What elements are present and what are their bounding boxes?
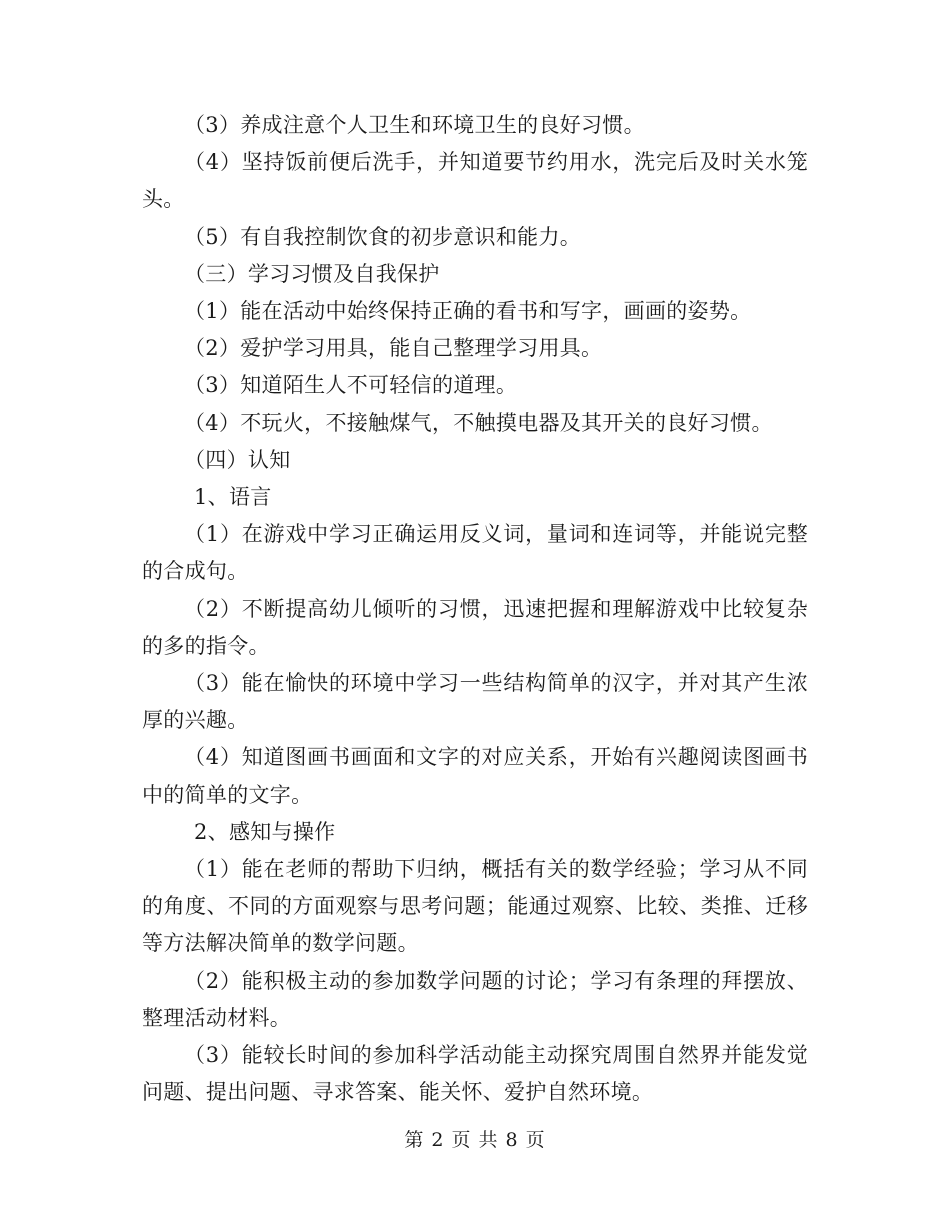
paragraph-picture-books: （4）知道图画书画面和文字的对应关系，开始有兴趣阅读图画书中的简单的文字。 [142, 745, 808, 807]
paragraph-math-experience: （1）能在老师的帮助下归纳，概括有关的数学经验；学习从不同的角度、不同的方面观察与思考问题；能通过观察、比较、类推、迁移等方法解决简单的数学问题。 [142, 857, 808, 956]
paragraph-strangers: （3）知道陌生人不可轻信的道理。 [184, 373, 518, 398]
subheading-perception-operation: 2、感知与操作 [194, 819, 336, 844]
paragraph-word-usage: （1）在游戏中学习正确运用反义词，量词和连词等，并能说完整的合成句。 [142, 522, 808, 584]
paragraph-diet-control: （5）有自我控制饮食的初步意识和能力。 [184, 224, 582, 249]
paragraph-chinese-characters: （3）能在愉快的环境中学习一些结构简单的汉字，并对其产生浓厚的兴趣。 [142, 671, 808, 733]
paragraph-school-supplies: （2）爱护学习用具，能自己整理学习用具。 [184, 336, 603, 361]
paragraph-science-activities: （3）能较长时间的参加科学活动能主动探究周围自然界并能发觉问题、提出问题、寻求答案、能关怀、爱护自然环境。 [142, 1043, 808, 1105]
page-number-footer: 第 2 页 共 8 页 [404, 1129, 546, 1151]
section-heading-study-habits: （三）学习习惯及自我保护 [184, 261, 440, 286]
paragraph-hygiene-habits: （3）养成注意个人卫生和环境卫生的良好习惯。 [184, 113, 645, 137]
document-body [142, 107, 808, 1111]
section-heading-cognition: （四）认知 [184, 447, 291, 472]
paragraph-math-discussion: （2）能积极主动的参加数学问题的讨论；学习有条理的拜摆放、整理活动材料。 [142, 968, 808, 1030]
subheading-language: 1、语言 [194, 485, 272, 510]
paragraph-fire-safety: （4）不玩火，不接触煤气，不触摸电器及其开关的良好习惯。 [184, 410, 773, 435]
paragraph-posture: （1）能在活动中始终保持正确的看书和写字，画画的姿势。 [184, 299, 752, 324]
paragraph-listening: （2）不断提高幼儿倾听的习惯，迅速把握和理解游戏中比较复杂的多的指令。 [142, 596, 808, 658]
paragraph-hand-washing: （4）坚持饭前便后洗手，并知道要节约用水，洗完后及时关水笼头。 [142, 150, 808, 212]
